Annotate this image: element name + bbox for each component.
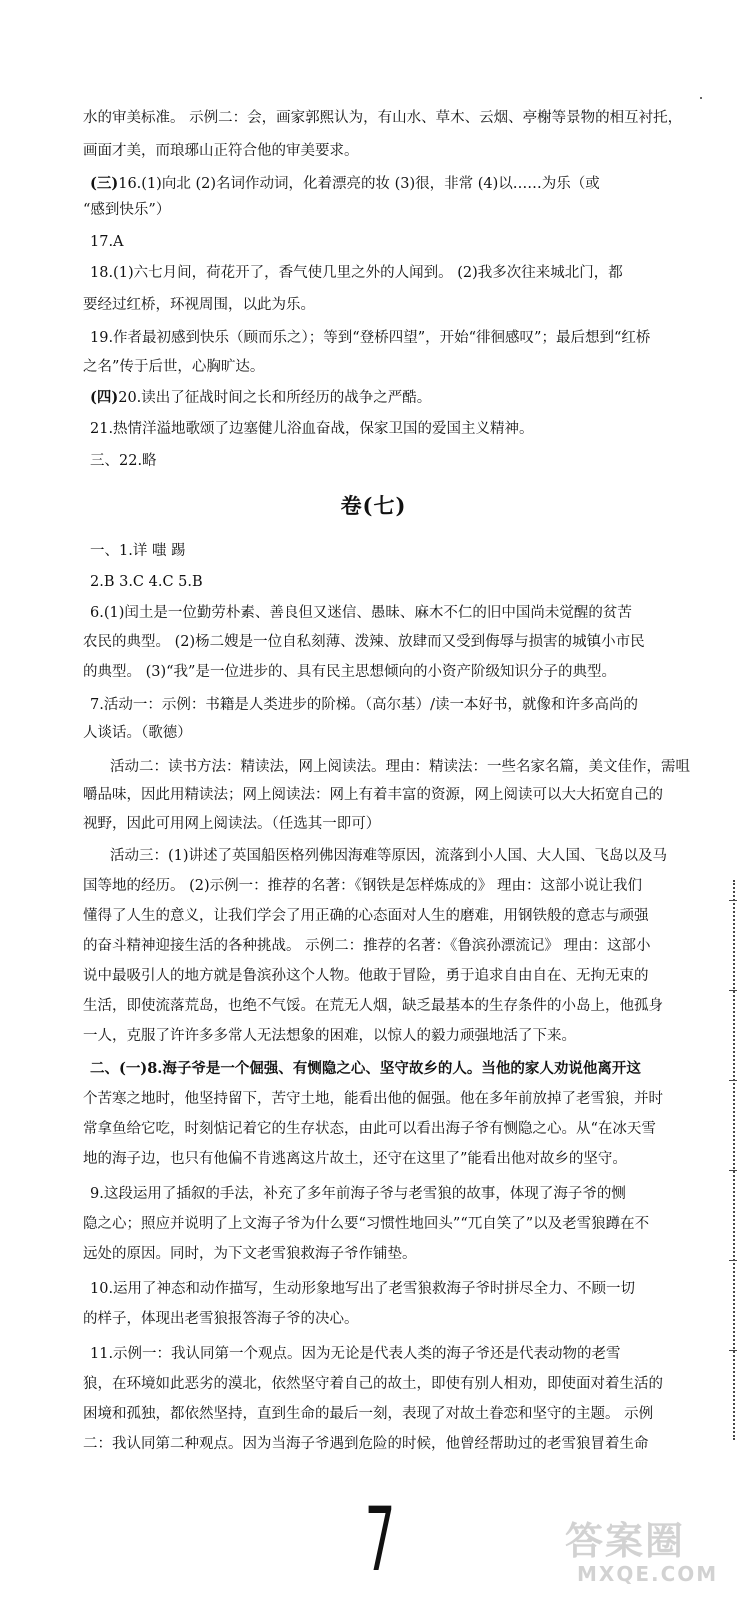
volume-heading: 卷(七) xyxy=(340,493,407,518)
text-line: 嚼品味，因此用精读法；网上阅读法：网上有着丰富的资源，网上阅读可以大大拓宽自己的 xyxy=(83,787,663,803)
text-line: 视野，因此可用网上阅读法。（任选其一即可） xyxy=(83,816,381,832)
text-line: 地的海子边，也只有他偏不肯逃离这片故土，还守在这里了”能看出他对故乡的坚守。 xyxy=(83,1151,627,1167)
text-line: 要经过红桥，环视周围，以此为乐。 xyxy=(83,297,315,313)
answer-6: 6.(1)闰土是一位勤劳朴素、善良但又迷信、愚昧、麻木不仁的旧中国尚未觉醒的贫苦 xyxy=(90,605,632,621)
text-line: 说中最吸引人的地方就是鲁滨孙这个人物。他敢于冒险，勇于追求自由自在、无拘无束的 xyxy=(83,968,649,984)
page-number: 7 xyxy=(364,1488,396,1591)
binding-cut-line xyxy=(733,880,735,1440)
section-4-label: (四) xyxy=(90,389,119,406)
text-line: “感到快乐”） xyxy=(83,202,171,218)
answer-21: 21.热情洋溢地歌颂了边塞健儿浴血奋战，保家卫国的爱国主义精神。 xyxy=(90,421,534,437)
answer-18: 18.(1)六七月间，荷花开了，香气使几里之外的人闻到。 (2)我多次往来城北门，都 xyxy=(90,265,623,281)
text-line: 的奋斗精神迎接生活的各种挑战。 示例二：推荐的名著：《鲁滨孙漂流记》 理由：这部小 xyxy=(83,938,651,954)
answer-20 xyxy=(90,387,431,409)
text-line: 狼，在环境如此恶劣的漠北，依然坚守着自己的故土，即使有别人相劝，即使面对着生活的 xyxy=(83,1376,663,1392)
cut-line-tick xyxy=(729,1260,737,1261)
text-line: 人谈话。（歌德） xyxy=(83,725,192,741)
answer-10: 10.运用了神态和动作描写，生动形象地写出了老雪狼救海子爷时拼尽全力、不顾一切 xyxy=(90,1281,636,1297)
answer-9: 9.这段运用了插叙的手法，补充了多年前海子爷与老雪狼的故事，体现了海子爷的恻 xyxy=(90,1186,626,1202)
text-line: 个苦寒之地时，他坚持留下，苦守土地，能看出他的倔强。他在多年前放掉了老雪狼，并时 xyxy=(83,1091,663,1107)
watermark-url: MXQE.COM xyxy=(577,1562,719,1586)
section-3-label: (三) xyxy=(90,175,119,192)
answer-16-text: 16.(1)向北 (2)名词作动词，化着漂亮的妆 (3)很，非常 (4)以……为乐（或 xyxy=(118,176,600,192)
text-line: 远处的原因。同时，为下文老雪狼救海子爷作铺垫。 xyxy=(83,1246,417,1262)
text-line: 国等地的经历。 (2)示例一：推荐的名著：《钢铁是怎样炼成的》 理由：这部小说让我们 xyxy=(83,878,643,894)
text-line: 隐之心；照应并说明了上文海子爷为什么要“习惯性地回头”“兀自笑了”以及老雪狼蹲在不 xyxy=(83,1216,650,1232)
watermark-logo xyxy=(565,1510,737,1594)
answer-11: 11.示例一：我认同第一个观点。因为无论是代表人类的海子爷还是代表动物的老雪 xyxy=(90,1346,621,1362)
scan-speck xyxy=(700,97,702,99)
answer-2-5: 2.B 3.C 4.C 5.B xyxy=(90,574,203,590)
text-line: 之名”传于后世，心胸旷达。 xyxy=(83,359,265,375)
text-line: 活动三：(1)讲述了英国船医格列佛因海难等原因，流落到小人国、大人国、飞岛以及马 xyxy=(110,848,668,864)
text-line: 画面才美，而琅琊山正符合他的审美要求。 xyxy=(83,143,359,159)
text-line: 农民的典型。 (2)杨二嫂是一位自私刻薄、泼辣、放肆而又受到侮辱与损害的城镇小市民 xyxy=(83,634,645,650)
text-line: 懂得了人生的意义，让我们学会了用正确的心态面对人生的磨难，用钢铁般的意志与顽强 xyxy=(83,908,649,924)
text-line: 水的审美标准。 示例二：会，画家郭熙认为，有山水、草木、云烟、亭榭等景物的相互衬托， xyxy=(83,110,683,126)
text-line: 常拿鱼给它吃，时刻惦记着它的生存状态，由此可以看出海子爷有恻隐之心。从“在冰天雪 xyxy=(83,1121,656,1137)
text-line: 一人，克服了许许多多常人无法想象的困难，以惊人的毅力顽强地活了下来。 xyxy=(83,1028,576,1044)
watermark-text: 答案圈 xyxy=(565,1519,686,1563)
text-line: 二：我认同第二种观点。因为当海子爷遇到危险的时候，他曾经帮助过的老雪狼冒着生命 xyxy=(83,1436,649,1452)
answer-20-text: 20.读出了征战时间之长和所经历的战争之严酷。 xyxy=(118,390,432,406)
cut-line-tick xyxy=(729,990,737,991)
answer-22: 三、22.略 xyxy=(90,453,157,469)
text-line: 困境和孤独，都依然坚持，直到生命的最后一刻，表现了对故土眷恋和坚守的主题。 示例 xyxy=(83,1406,654,1422)
answer-8: 二、(一)8.海子爷是一个倔强、有恻隐之心、坚守故乡的人。当他的家人劝说他离开这 xyxy=(90,1060,641,1077)
answer-19: 19.作者最初感到快乐（顾而乐之）；等到“登桥四望”，开始“徘徊感叹”；最后想到“红桥 xyxy=(90,330,651,346)
cut-line-tick xyxy=(729,1170,737,1171)
answer-1: 一、1.详 嗤 踢 xyxy=(90,543,186,559)
text-line: 生活，即使流落荒岛，也绝不气馁。在荒无人烟，缺乏最基本的生存条件的小岛上，他孤身 xyxy=(83,998,663,1014)
text-line: 活动二：读书方法：精读法，网上阅读法。理由：精读法：一些名家名篇，美文佳作，需咀 xyxy=(110,759,690,775)
text-line: 的样子，体现出老雪狼报答海子爷的决心。 xyxy=(83,1311,359,1327)
cut-line-tick xyxy=(729,1350,737,1351)
cut-line-tick xyxy=(729,900,737,901)
answer-16 xyxy=(90,173,600,195)
text-line: 的典型。 (3)“我”是一位进步的、具有民主思想倾向的小资产阶级知识分子的典型。 xyxy=(83,664,616,680)
answer-17: 17.A xyxy=(90,234,124,250)
cut-line-tick xyxy=(729,1080,737,1081)
answer-7: 7.活动一：示例：书籍是人类进步的阶梯。（高尔基）/读一本好书，就像和许多高尚的 xyxy=(90,697,638,713)
